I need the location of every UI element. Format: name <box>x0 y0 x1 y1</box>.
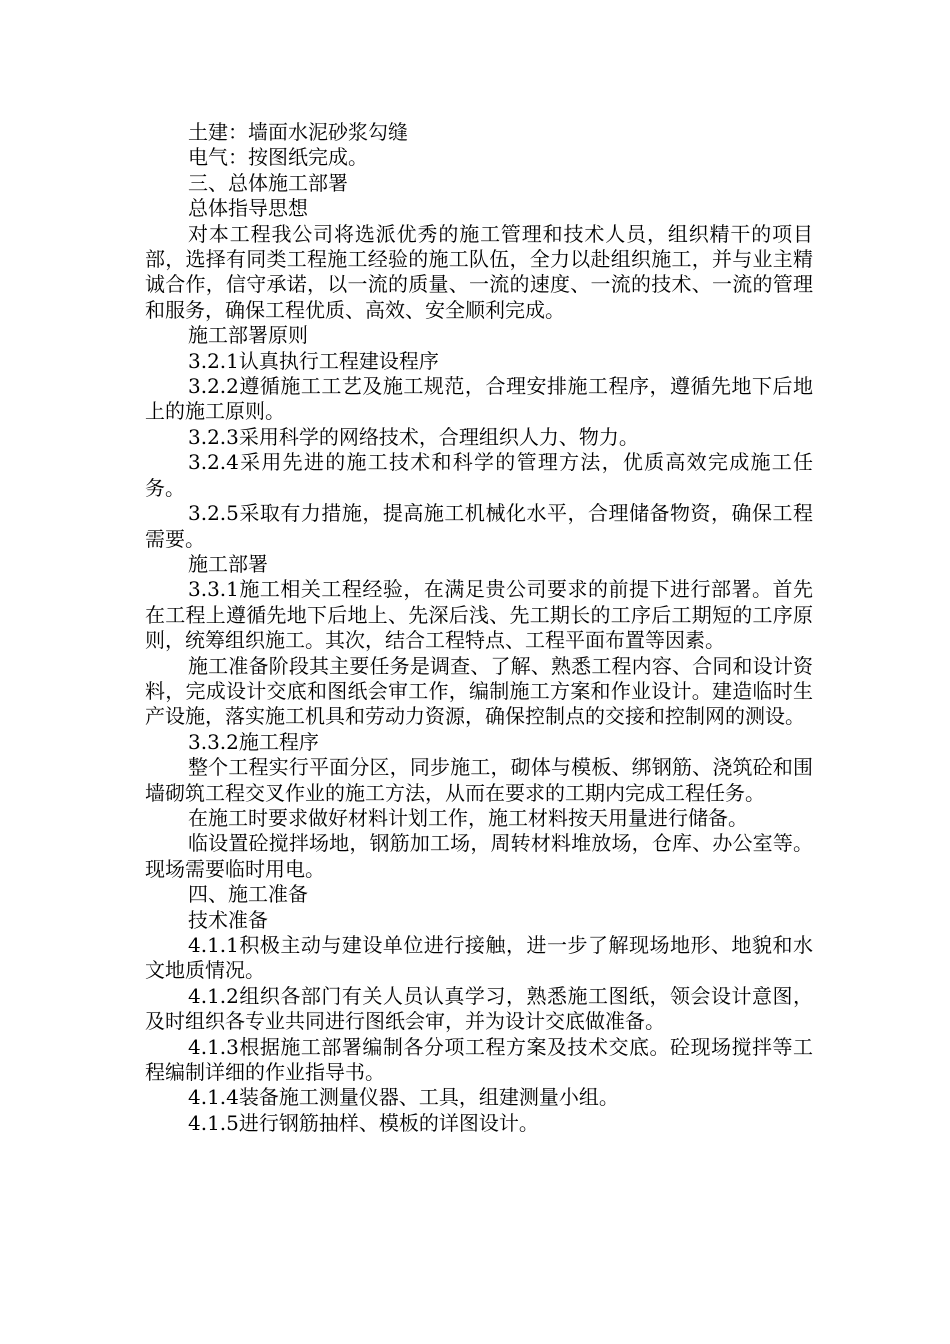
paragraph-3-2-2: 3.2.2遵循施工工艺及施工规范，合理安排施工程序，遵循先地下后地上的施工原则。 <box>145 374 813 424</box>
paragraph-material-plan: 在施工时要求做好材料计划工作，施工材料按天用量进行储备。 <box>188 805 748 830</box>
paragraph-4-1-5: 4.1.5进行钢筋抽样、模板的详图设计。 <box>188 1110 539 1135</box>
paragraph-guiding-thought: 对本工程我公司将选派优秀的施工管理和技术人员，组织精干的项目部，选择有同类工程施工经验的施工队伍，全力以赴组织施工，并与业主精诚合作，信守承诺，以一流的质量、一流的速度、一流的技术、一流的管理和服务，确保工程优质、高效、安全顺利完成。 <box>145 221 813 322</box>
paragraph-3-3-1: 3.3.1施工相关工程经验，在满足贵公司要求的前提下进行部署。首先在工程上遵循先地下后地上、先深后浅、先工期长的工序后工期短的工序原则，统筹组织施工。其次，结合工程特点、工程平面布置等因素。 <box>145 577 813 653</box>
section-heading-preparation: 四、施工准备 <box>188 882 308 907</box>
subheading-deployment-principles: 施工部署原则 <box>188 323 308 348</box>
paragraph-4-1-3: 4.1.3根据施工部署编制各分项工程方案及技术交底。砼现场搅拌等工程编制详细的作业指导书。 <box>145 1034 813 1085</box>
paragraph-3-2-1: 3.2.1认真执行工程建设程序 <box>188 348 439 373</box>
paragraph-3-2-3: 3.2.3采用科学的网络技术，合理组织人力、物力。 <box>188 424 639 449</box>
paragraph-civil-works: 土建：墙面水泥砂浆勾缝 <box>188 120 408 144</box>
subheading-technical-preparation: 技术准备 <box>188 907 268 932</box>
subheading-construction-deployment: 施工部署 <box>188 551 268 576</box>
subheading-guiding-thought: 总体指导思想 <box>188 196 308 221</box>
paragraph-3-2-5: 3.2.5采取有力措施，提高施工机械化水平，合理储备物资，确保工程需要。 <box>145 501 813 551</box>
paragraph-temporary-facilities: 临设置砼搅拌场地，钢筋加工场，周转材料堆放场，仓库、办公室等。现场需要临时用电。 <box>145 831 813 881</box>
section-heading-overall-deployment: 三、总体施工部署 <box>188 170 348 195</box>
paragraph-3-3-2: 3.3.2施工程序 <box>188 729 319 754</box>
paragraph-4-1-1: 4.1.1积极主动与建设单位进行接触，进一步了解现场地形、地貌和水文地质情况。 <box>145 933 813 983</box>
paragraph-3-2-4: 3.2.4采用先进的施工技术和科学的管理方法，优质高效完成施工任务。 <box>145 450 813 500</box>
paragraph-4-1-2: 4.1.2组织各部门有关人员认真学习，熟悉施工图纸，领会设计意图，及时组织各专业共同进行图纸会审，并为设计交底做准备。 <box>145 983 813 1034</box>
paragraph-electrical: 电气：按图纸完成。 <box>188 145 368 170</box>
document-page <box>145 120 813 1136</box>
paragraph-4-1-4: 4.1.4装备施工测量仪器、工具，组建测量小组。 <box>188 1085 619 1110</box>
paragraph-preparation-stage: 施工准备阶段其主要任务是调查、了解、熟悉工程内容、合同和设计资料，完成设计交底和图纸会审工作，编制施工方案和作业设计。建造临时生产设施，落实施工机具和劳动力资源，确保控制点的交接和控制网的测设。 <box>145 653 813 729</box>
paragraph-zoning: 整个工程实行平面分区，同步施工，砌体与模板、绑钢筋、浇筑砼和围墙砌筑工程交叉作业的施工方法，从而在要求的工期内完成工程任务。 <box>145 755 813 805</box>
